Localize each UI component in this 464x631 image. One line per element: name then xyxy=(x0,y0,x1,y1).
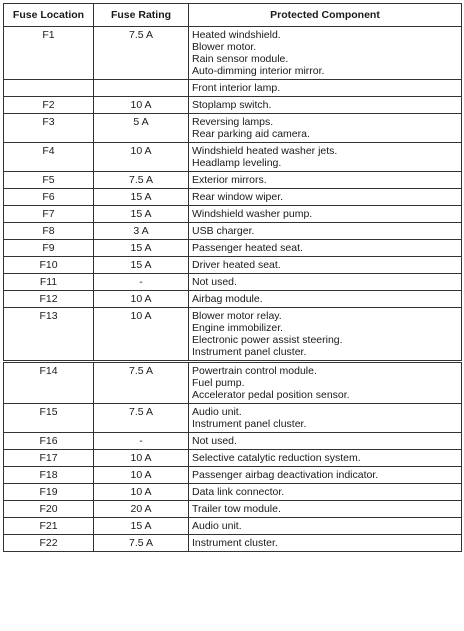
table-row xyxy=(4,172,462,189)
component-line: Headlamp leveling. xyxy=(192,157,282,169)
protected-component-cell xyxy=(189,143,462,172)
component-line: Trailer tow module. xyxy=(192,503,281,515)
table-row xyxy=(4,535,462,552)
header-fuse-location: Fuse Location xyxy=(4,4,94,27)
component-line: Engine immobilizer. xyxy=(192,322,284,334)
fuse-location-cell: F6 xyxy=(4,189,94,206)
protected-component-cell xyxy=(189,291,462,308)
fuse-rating-cell: 7.5 A xyxy=(94,535,189,552)
component-line: Selective catalytic reduction system. xyxy=(192,452,361,464)
header-protected-component: Protected Component xyxy=(189,4,462,27)
fuse-location-cell: F12 xyxy=(4,291,94,308)
table-row xyxy=(4,433,462,450)
fuse-rating-cell: 7.5 A xyxy=(94,27,189,80)
fuse-rating-cell: 15 A xyxy=(94,518,189,535)
protected-component-cell xyxy=(189,189,462,206)
table-row xyxy=(4,114,462,143)
fuse-location-cell: F15 xyxy=(4,404,94,433)
fuse-rating-cell: 7.5 A xyxy=(94,362,189,404)
fuse-location-cell: F10 xyxy=(4,257,94,274)
fuse-location-cell: F13 xyxy=(4,308,94,362)
protected-component-cell xyxy=(189,501,462,518)
component-line: Data link connector. xyxy=(192,486,285,498)
protected-component-cell xyxy=(189,467,462,484)
fuse-location-cell: F16 xyxy=(4,433,94,450)
fuse-rating-cell: 3 A xyxy=(94,223,189,240)
table-row xyxy=(4,240,462,257)
table-row xyxy=(4,257,462,274)
protected-component-cell xyxy=(189,206,462,223)
table-row xyxy=(4,27,462,80)
fuse-location-cell: F17 xyxy=(4,450,94,467)
component-line: Audio unit. xyxy=(192,406,242,418)
fuse-location-cell: F21 xyxy=(4,518,94,535)
fuse-rating-cell: - xyxy=(94,433,189,450)
fuse-table-body xyxy=(4,27,462,552)
table-row xyxy=(4,143,462,172)
component-line: Not used. xyxy=(192,276,237,288)
fuse-rating-cell: 15 A xyxy=(94,257,189,274)
component-line: Fuel pump. xyxy=(192,377,245,389)
fuse-rating-cell: 15 A xyxy=(94,240,189,257)
fuse-location-cell: F7 xyxy=(4,206,94,223)
component-line: Electronic power assist steering. xyxy=(192,334,343,346)
component-line: Rain sensor module. xyxy=(192,53,289,65)
table-row xyxy=(4,291,462,308)
fuse-location-cell: F3 xyxy=(4,114,94,143)
fuse-rating-cell: 7.5 A xyxy=(94,172,189,189)
table-row xyxy=(4,189,462,206)
component-line: Blower motor. xyxy=(192,41,257,53)
fuse-location-cell: F5 xyxy=(4,172,94,189)
protected-component-cell xyxy=(189,308,462,362)
component-line: Accelerator pedal position sensor. xyxy=(192,389,350,401)
table-row xyxy=(4,404,462,433)
fuse-rating-cell: 5 A xyxy=(94,114,189,143)
fuse-location-cell: F14 xyxy=(4,362,94,404)
table-row xyxy=(4,518,462,535)
protected-component-cell xyxy=(189,27,462,80)
fuse-rating-cell: 10 A xyxy=(94,467,189,484)
table-header-row xyxy=(4,4,462,27)
fuse-rating-cell: 10 A xyxy=(94,97,189,114)
header-fuse-rating: Fuse Rating xyxy=(94,4,189,27)
component-line: Driver heated seat. xyxy=(192,259,281,271)
fuse-rating-cell: 10 A xyxy=(94,308,189,362)
protected-component-cell xyxy=(189,172,462,189)
fuse-rating-cell: 10 A xyxy=(94,143,189,172)
table-row xyxy=(4,223,462,240)
component-line: Passenger heated seat. xyxy=(192,242,303,254)
component-line: Powertrain control module. xyxy=(192,365,317,377)
table-row xyxy=(4,501,462,518)
component-line: Windshield washer pump. xyxy=(192,208,313,220)
table-row xyxy=(4,97,462,114)
table-row xyxy=(4,80,462,97)
table-row xyxy=(4,467,462,484)
fuse-location-cell: F9 xyxy=(4,240,94,257)
protected-component-cell xyxy=(189,274,462,291)
fuse-location-cell: F19 xyxy=(4,484,94,501)
table-row xyxy=(4,484,462,501)
protected-component-cell xyxy=(189,97,462,114)
protected-component-cell xyxy=(189,433,462,450)
component-line: Not used. xyxy=(192,435,237,447)
fuse-rating-cell: - xyxy=(94,274,189,291)
protected-component-cell xyxy=(189,450,462,467)
protected-component-cell xyxy=(189,362,462,404)
component-line: Rear window wiper. xyxy=(192,191,284,203)
fuse-rating-cell: 10 A xyxy=(94,484,189,501)
fuse-rating-cell: 15 A xyxy=(94,206,189,223)
protected-component-cell xyxy=(189,80,462,97)
table-row xyxy=(4,308,462,362)
fuse-rating-cell xyxy=(94,80,189,97)
protected-component-cell xyxy=(189,518,462,535)
component-line: Rear parking aid camera. xyxy=(192,128,310,140)
fuse-location-cell: F2 xyxy=(4,97,94,114)
fuse-rating-cell: 15 A xyxy=(94,189,189,206)
table-row xyxy=(4,274,462,291)
component-line: Instrument cluster. xyxy=(192,537,278,549)
protected-component-cell xyxy=(189,240,462,257)
fuse-location-cell: F8 xyxy=(4,223,94,240)
protected-component-cell xyxy=(189,404,462,433)
fuse-table xyxy=(3,3,462,552)
fuse-table-container xyxy=(3,3,461,552)
component-line: Heated windshield. xyxy=(192,29,281,41)
fuse-location-cell: F20 xyxy=(4,501,94,518)
component-line: Exterior mirrors. xyxy=(192,174,267,186)
fuse-rating-cell: 10 A xyxy=(94,450,189,467)
protected-component-cell xyxy=(189,114,462,143)
component-line: Front interior lamp. xyxy=(192,82,281,94)
table-row xyxy=(4,450,462,467)
component-line: Instrument panel cluster. xyxy=(192,418,307,430)
component-line: Windshield heated washer jets. xyxy=(192,145,338,157)
protected-component-cell xyxy=(189,257,462,274)
protected-component-cell xyxy=(189,484,462,501)
component-line: Instrument panel cluster. xyxy=(192,346,307,358)
fuse-location-cell: F1 xyxy=(4,27,94,80)
fuse-rating-cell: 10 A xyxy=(94,291,189,308)
component-line: Auto-dimming interior mirror. xyxy=(192,65,325,77)
fuse-location-cell: F11 xyxy=(4,274,94,291)
component-line: Audio unit. xyxy=(192,520,242,532)
protected-component-cell xyxy=(189,535,462,552)
fuse-rating-cell: 20 A xyxy=(94,501,189,518)
component-line: Reversing lamps. xyxy=(192,116,274,128)
component-line: Passenger airbag deactivation indicator. xyxy=(192,469,379,481)
fuse-location-cell: F22 xyxy=(4,535,94,552)
fuse-location-cell: F4 xyxy=(4,143,94,172)
component-line: USB charger. xyxy=(192,225,255,237)
component-line: Airbag module. xyxy=(192,293,263,305)
fuse-location-cell xyxy=(4,80,94,97)
table-row xyxy=(4,362,462,404)
protected-component-cell xyxy=(189,223,462,240)
component-line: Blower motor relay. xyxy=(192,310,282,322)
table-row xyxy=(4,206,462,223)
component-line: Stoplamp switch. xyxy=(192,99,272,111)
fuse-location-cell: F18 xyxy=(4,467,94,484)
fuse-rating-cell: 7.5 A xyxy=(94,404,189,433)
